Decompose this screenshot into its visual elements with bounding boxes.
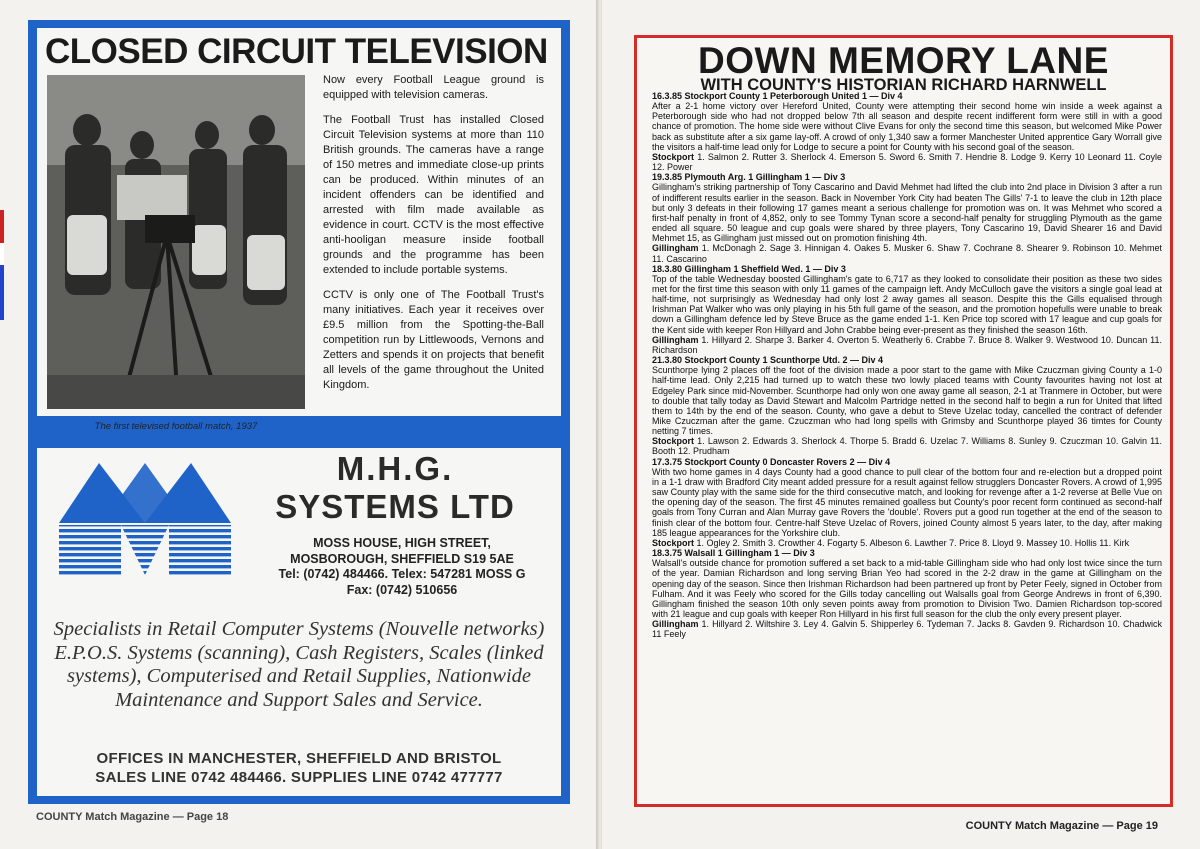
match-heading: 21.3.80 Stockport County 1 Scunthorpe Utd. 2 — Div 4 — [652, 355, 884, 366]
team-name: Gillingham — [652, 243, 699, 254]
cctv-panel — [37, 28, 561, 432]
company-name-line1: M.H.G. — [336, 450, 454, 487]
team-name: Stockport — [652, 537, 695, 548]
page-footer: COUNTY Match Magazine — Page 19 — [965, 820, 1158, 832]
lineup-text: 1. Hillyard 2. Sharpe 3. Barker 4. Overton 5. Weatherly 6. Crabbe 7. Bruce 8. Walker 9. Westwood 10. Duncan 11. Richardson — [652, 334, 1162, 355]
match-entry — [652, 172, 1162, 263]
address-line: MOSS HOUSE, HIGH STREET, — [313, 536, 491, 550]
lineup-text: 1. McDonagh 2. Sage 3. Hinnigan 4. Oakes 5. Musker 6. Shaw 7. Cochrane 8. Shearer 9. Robinson 10. Mehmet 11. Cascarino — [652, 243, 1162, 264]
match-entry — [652, 548, 1162, 639]
cctv-title: CLOSED CIRCUIT TELEVISION — [45, 32, 548, 71]
company-address — [245, 536, 559, 598]
match-report: Top of the table Wednesday boosted Gillingham's gate to 6,717 as they looked to consolidate their position as these two sides met for the first time this season with only 11 games of the campaign left. Andy McCulloch gave the visitors a single goal lead at half-time, not surprisingly as Wednesday had only lost 2 away games all season. Despite this the Gills equalised through Irishman Pat Walker who was only playing in his 5th full game of the season, and the promotion hopefulls were unable to break down a Gillingham defence led by Steve Bruce as the game ended 1-1. Ken Price top scored with 17 league and cup goals for the Kent side with keeper Ron Hillyard and John Crabbe being ever-present as they finished the season 16th. — [652, 273, 1162, 335]
company-name-line2: SYSTEMS LTD — [275, 488, 515, 525]
match-photo — [47, 75, 305, 409]
cctv-paragraph: Now every Football League ground is equipped with television cameras. — [323, 74, 544, 101]
page-footer: COUNTY Match Magazine — Page 18 — [36, 811, 229, 823]
match-entry — [652, 91, 1162, 172]
memory-lane-panel — [634, 35, 1173, 807]
match-report: After a 2-1 home victory over Hereford United, County were attempting their second home win inside a week against a Peterborough side who had not dropped below 7th all season and despite recent indifferent form were still in with a good chance of promotion. The home side were without Clive Evans for only the second time this season, but welcomed Mike Power back as substitute after a six game lay-off. A crowd of only 1,340 saw a former Manchester United apprentice Gary Worrall give the visitors a half-time lead only for Lodge to secure a point for County with his second goal of the season. — [652, 101, 1162, 152]
team-lineup — [652, 436, 1162, 456]
edge-stripe — [0, 210, 4, 320]
team-lineup — [652, 335, 1162, 355]
lineup-text: 1. Lawson 2. Edwards 3. Sherlock 4. Thorpe 5. Bradd 6. Uzelac 7. Williams 8. Sunley 9. Czuczman 10. Galvin 11. Booth 12. Prudham — [652, 436, 1162, 457]
team-name: Stockport — [652, 151, 695, 162]
offices-text: OFFICES IN MANCHESTER, SHEFFIELD AND BRISTOL — [96, 750, 502, 767]
article-subtitle: WITH COUNTY'S HISTORIAN RICHARD HARNWELL — [700, 76, 1107, 94]
cctv-paragraph: CCTV is only one of The Football Trust's many initiatives. Each year it receives over £9.5 million from the Spotting-the-Ball competition run by Littlewoods, Vernons and Zetters and spends it on projects that benefit all levels of the game throughout the United Kingdom. — [323, 289, 544, 391]
match-report: With two home games in 4 days County had a good chance to pull clear of the bottom four and re-election but a dropped point in a 1-1 draw with Bradford City meant added pressure for a result against fellow strugglers Doncaster Rovers. A crowd of 1,995 saw County play with the same side for the third consecutive match, and looking for revenge after a 1-2 reverse at Belle Vue on the opening day of the season. The first 45 minutes remained goalless but County's poor recent form continued as second-half goals from Tony Curran and Alan Murray gave Rovers the 'double'. Rovers put a good run together at the end of the season to finish clear of the bottom four. Centre-half Steve Uzelac of Rovers, joined County almost 5 years later, to the day, after making 185 league appearances for the Yorkshire club. — [652, 466, 1162, 538]
company-name — [245, 448, 545, 526]
team-lineup — [652, 619, 1162, 639]
match-entries — [652, 91, 1162, 639]
lineup-text: 1. Ogley 2. Smith 3. Crowther 4. Fogarty 5. Albeson 6. Lawther 7. Price 8. Lloyd 9. Massey 10. Hollis 11. Kirk — [696, 537, 1130, 548]
address-fax: Fax: (0742) 510656 — [346, 582, 458, 597]
lineup-text: 1. Hillyard 2. Wiltshire 3. Ley 4. Galvin 5. Shipperley 6. Tydeman 7. Jacks 8. Gavden 9. Richardson 10. Chadwick 11 Feely — [652, 619, 1162, 640]
match-report: Walsall's outside chance for promotion suffered a set back to a mid-table Gillingham side who had only lost twice since the turn of the year. Damian Richardson and long serving Brian Yeo had scored in the 2-2 draw in the game at Gillingham on the opening day of the season. Since then Irishman Richardson had been partnered up front by Peter Feely, signed in October from Fulham. And it was Feely who scored for the Gills today cancelling out Walsalls goal from George Andrews in front of 6,390. Gillingham finished the season 10th only seven points away from promotion to Division Two. Damien Richardson top-scored with 21 league and cup goals with keeper Ron Hillyard in his first full season for the club the only every present player. — [652, 558, 1162, 619]
match-entry — [652, 355, 1162, 457]
team-lineup — [652, 538, 1162, 548]
sales-lines: SALES LINE 0742 484466. SUPPLIES LINE 0742 477777 — [95, 769, 503, 786]
team-lineup — [652, 243, 1162, 263]
team-name: Gillingham — [652, 334, 699, 345]
photo-caption: The first televised football match, 1937 — [94, 421, 258, 432]
match-heading: 19.3.85 Plymouth Arg. 1 Gillingham 1 — Div 3 — [652, 172, 846, 183]
left-page — [0, 0, 598, 849]
mhg-advert — [37, 448, 561, 796]
specialists-text: Specialists in Retail Computer Systems (Nouvelle networks) E.P.O.S. Systems (scanning), Cash Registers, Scales (linked systems), Computerised and Retail Supplies, Nationwide Maintenance and Support Sales and Service. — [53, 618, 545, 711]
cctv-paragraph: The Football Trust has installed Closed Circuit Television systems at more than 110 British grounds. The cameras have a range of 150 metres and immediate close-up prints can be produced. Within minutes of an incident offenders can be identified and arrested with film made available as evidence in court. CCTV is the most effective anti-hooligan measure inside football grounds and the programme has been extended to include portable systems. — [323, 114, 544, 276]
match-report: Gillingham's striking partnership of Tony Cascarino and David Mehmet had lifted the club into 2nd place in Division 3 after a run of indifferent results earlier in the season. Back in November York City had beaten The Gills' 7-1 to leave the club in 12th place but only 3 defeats in their following 17 games meant a serious challenge for promotion was on. It was Mehmet who scored a first-half penalty in front of 4,852, only to see Tommy Tynan score a second-half penalty for struggling Plymouth as the game ended all square. 50 league and cup goals were shared by three players, Tony Cascarino 19, David Shearer 16 and David Mehmet 15, as Gillingham just missed out on promotion finishing 4th. — [652, 182, 1162, 244]
match-heading: 16.3.85 Stockport County 1 Peterborough United 1 — Div 4 — [652, 91, 903, 101]
lineup-text: 1. Salmon 2. Rutter 3. Sherlock 4. Emerson 5. Sword 6. Smith 7. Hendrie 8. Lodge 9. Kerry 10 Leonard 11. Coyle 12. Power — [652, 151, 1162, 173]
match-heading: 18.3.75 Walsall 1 Gillingham 1 — Div 3 — [652, 548, 815, 559]
article-title: DOWN MEMORY LANE — [698, 40, 1109, 81]
match-report: Scunthorpe lying 2 places off the foot of the division made a poor start to the game with Mike Czuczman giving County a 1-0 half-time lead. Only 2,215 had turned up to watch these two lowly placed teams with County favourites having not lost at Edgeley Park since mid-November. Scunthorpe had only won one away game all season, 2-1 at Tranmere in October, but were to double that tally today as David Stewart and Malcolm Partridge netted in the second half to begin a run for United that lifted them to 14th by the end of the season. County, who gave a debut to Steve Uzelac today, cancelled the contract of defender Mike Czuczman after the game. Czuczman who had long spells with Grimsby and Scunthorpe played 36 timtes for County netting 7 times. — [652, 365, 1162, 437]
address-line: MOSBOROUGH, SHEFFIELD S19 5AE — [290, 551, 514, 566]
match-heading: 17.3.75 Stockport County 0 Doncaster Rovers 2 — Div 4 — [652, 456, 891, 467]
team-name: Gillingham — [652, 619, 699, 630]
match-entry — [652, 457, 1162, 548]
address-phone: Tel: (0742) 484466. Telex: 547281 MOSS G — [278, 567, 526, 581]
match-entry — [652, 264, 1162, 355]
photo-illustration — [47, 75, 305, 409]
offices-block — [37, 749, 561, 787]
mhg-logo — [59, 463, 231, 575]
team-lineup — [652, 152, 1162, 172]
cctv-article — [323, 73, 544, 403]
team-name: Stockport — [652, 436, 695, 447]
match-heading: 18.3.80 Gillingham 1 Sheffield Wed. 1 — Div 3 — [652, 263, 846, 274]
